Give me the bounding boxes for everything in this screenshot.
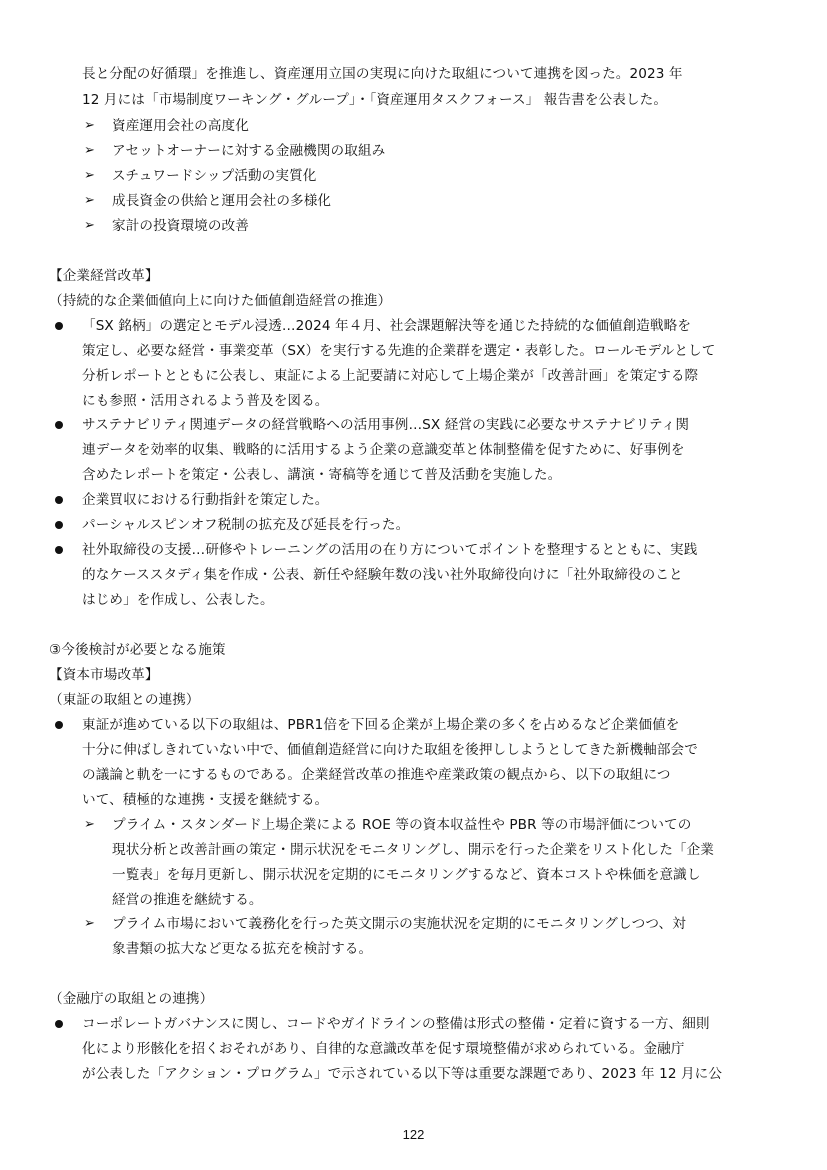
bullet-line: 企業買収における行動指針を策定した。 [82,492,329,508]
arrow-bullet-icon: ➢ [84,218,95,233]
arrow-list-item: 成長資金の供給と運用会社の多様化 [112,193,332,209]
sub-item-line: 経営の推進を継続する。 [112,892,263,908]
arrow-bullet-icon: ➢ [84,168,95,183]
bullet-line: が公表した「アクション・プログラム」で示されている以下等は重要な課題であり、2023 年 12 月に公 [82,1066,723,1082]
arrow-bullet-icon: ➢ [84,143,95,158]
bullet-line: 社外取締役の支援…研修やトレーニングの活用の在り方についてポイントを整理するとともに、実践 [82,542,698,558]
bullet-line: の議論と軌を一にするものである。企業経営改革の推進や産業政策の観点から、以下の取組につ [82,767,671,783]
page-number: 122 [402,1127,425,1142]
bullet-line: コーポレートガバナンスに関し、コードやガイドラインの整備は形式の整備・定着に資する一方、細則 [82,1016,710,1032]
bullet-line: いて、積極的な連携・支援を継続する。 [82,792,329,808]
sub-item-line: プライム市場において義務化を行った英文開示の実施状況を定期的にモニタリングしつつ、対 [112,916,686,932]
bullet-line: 分析レポートとともに公表し、東証による上記要請に対応して上場企業が「改善計画」を策定する際 [82,368,699,384]
arrow-list-item: 家計の投資環境の改善 [112,218,249,234]
arrow-bullet-icon: ➢ [84,916,95,931]
bullet-dot-icon [55,421,63,429]
arrow-list-item: 資産運用会社の高度化 [112,118,249,134]
sub-item-line: 現状分析と改善計画の策定・開示状況をモニタリングし、開示を行った企業をリスト化した「企業 [112,842,714,858]
bullet-line: にも参照・活用されるよう普及を図る。 [82,393,329,409]
bullet-dot-icon [55,496,63,504]
bullet-dot-icon [55,546,63,554]
bullet-line: 化により形骸化を招くおそれがあり、自律的な意識改革を促す環境整備が求められている。金融庁 [82,1041,685,1057]
sub-item-line: 象書類の拡大など更なる拡充を検討する。 [112,941,373,957]
arrow-list-item: アセットオーナーに対する金融機関の取組み [112,143,386,159]
section-subheading: （金融庁の取組との連携） [49,991,214,1007]
bullet-line: 連データを効率的収集、戦略的に活用するよう企業の意識変革と体制整備を促すために、好事例を [82,442,685,458]
sub-item-line: 一覧表」を毎月更新し、開示状況を定期的にモニタリングするなど、資本コストや株価を意識し [112,867,701,883]
bullet-line: 策定し、必要な経営・事業変革（SX）を実行する先進的企業群を選定・表彰した。ロールモデルとして [82,343,716,359]
intro-line: 12 月には「市場制度ワーキング・グループ」・「資産運用タスクフォース」 報告書を公表した。 [82,92,668,108]
intro-line: 長と分配の好循環」を推進し、資産運用立国の実現に向けた取組について連携を図った。2023 年 [82,66,683,82]
bullet-dot-icon [55,521,63,529]
sub-item-line: プライム・スタンダード上場企業による ROE 等の資本収益性や PBR 等の市場評価についての [112,817,692,833]
bullet-line: 的なケーススタディ集を作成・公表、新任や経験年数の浅い社外取締役向けに「社外取締役のこと [82,567,683,583]
arrow-bullet-icon: ➢ [84,193,95,208]
section-subheading: （持続的な企業価値向上に向けた価値創造経営の推進） [49,293,392,309]
section-heading: 【企業経営改革】 [49,268,159,284]
bullet-line: サステナビリティ関連データの経営戦略への活用事例…SX 経営の実践に必要なサステナビリティ関 [82,417,690,433]
bullet-line: 含めたレポートを策定・公表し、講演・寄稿等を通じて普及活動を実施した。 [82,467,562,483]
bullet-line: 「SX 銘柄」の選定とモデル浸透…2024 年４月、社会課題解決等を通じた持続的な価値創造戦略を [82,318,692,334]
arrow-bullet-icon: ➢ [84,817,95,832]
section-heading: 【資本市場改革】 [49,667,159,683]
bullet-line: はじめ」を作成し、公表した。 [82,592,274,608]
section-subheading: （東証の取組との連携） [49,692,200,708]
arrow-bullet-icon: ➢ [84,118,95,133]
arrow-list-item: スチュワードシップ活動の実質化 [112,168,317,184]
section-title: ③今後検討が必要となる施策 [49,642,226,658]
bullet-dot-icon [55,721,63,729]
bullet-line: 十分に伸ばしきれていない中で、価値創造経営に向けた取組を後押ししようとしてきた新機軸部会で [82,742,698,758]
bullet-dot-icon [55,322,63,330]
bullet-line: 東証が進めている以下の取組は、PBR1倍を下回る企業が上場企業の多くを占めるなど企業価値を [82,717,680,733]
bullet-dot-icon [55,1020,63,1028]
bullet-line: パーシャルスピンオフ税制の拡充及び延長を行った。 [82,517,410,533]
